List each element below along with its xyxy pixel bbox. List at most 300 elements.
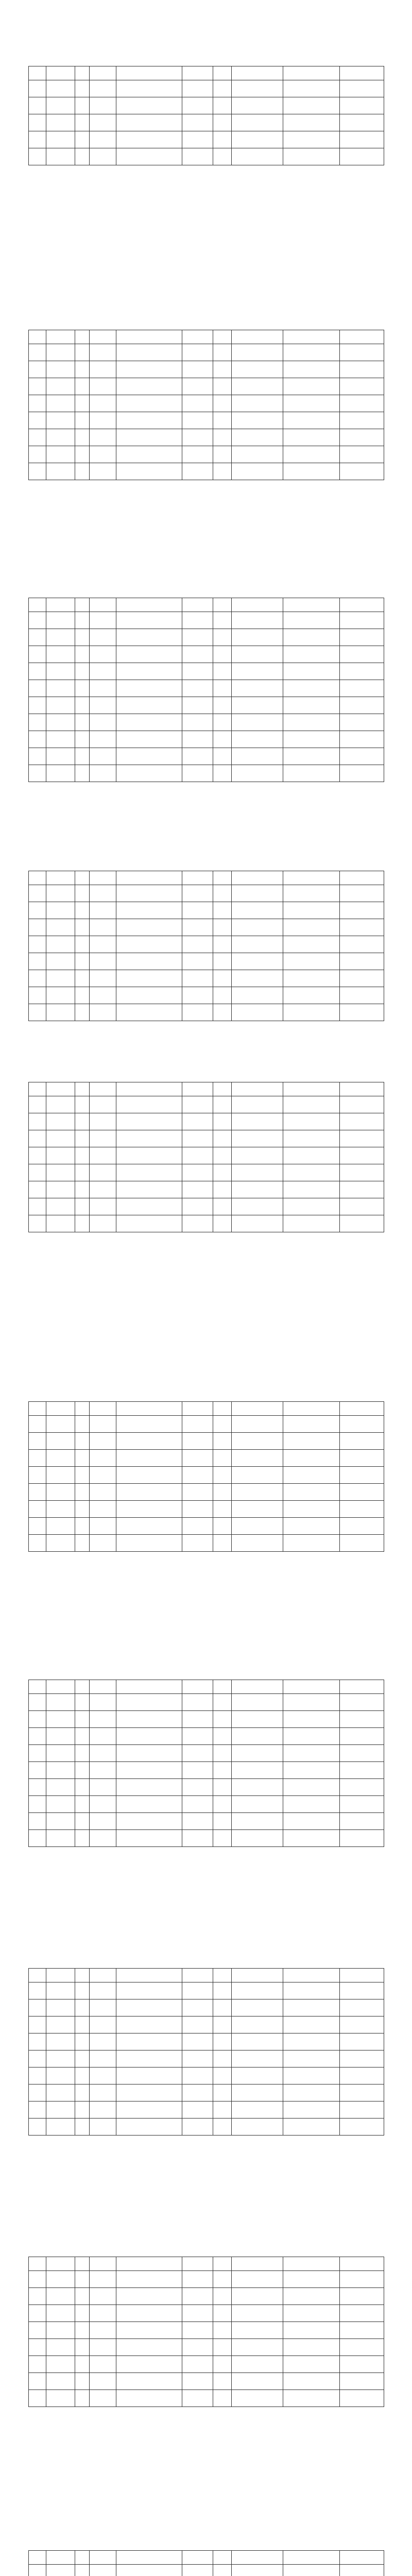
- cell-notes: [340, 131, 384, 148]
- cell-unit: [116, 1779, 182, 1796]
- cell-sex: [75, 936, 90, 953]
- cell-unit: [116, 2084, 182, 2102]
- cell-major: [232, 629, 283, 646]
- cell-recommender: [283, 953, 340, 970]
- cell-education: [213, 987, 232, 1004]
- header-row: [29, 330, 384, 344]
- header-unit: [116, 1082, 182, 1096]
- cell-no: [29, 1728, 46, 1745]
- cell-notes: [340, 1004, 384, 1021]
- cell-recommender: [283, 1113, 340, 1130]
- cell-birth: [90, 2050, 116, 2067]
- cell-recommender: [283, 148, 340, 165]
- cell-notes: [340, 1416, 384, 1433]
- table-row: [29, 395, 384, 412]
- table-row: [29, 1762, 384, 1779]
- cell-unit: [116, 2271, 182, 2288]
- cell-education: [213, 1830, 232, 1847]
- cell-birth: [90, 1198, 116, 1215]
- cell-education: [213, 395, 232, 412]
- cell-title: [182, 2050, 213, 2067]
- cell-major: [232, 361, 283, 378]
- cell-title: [182, 612, 213, 629]
- cell-major: [232, 2565, 283, 2576]
- cell-sex: [75, 1484, 90, 1501]
- cell-birth: [90, 2373, 116, 2390]
- table-row: [29, 412, 384, 429]
- cell-no: [29, 1982, 46, 1999]
- cell-unit: [116, 2356, 182, 2373]
- header-row: [29, 1082, 384, 1096]
- table-row: [29, 80, 384, 97]
- cell-major: [232, 1813, 283, 1830]
- header-education: [213, 1969, 232, 1982]
- cell-no: [29, 2084, 46, 2102]
- cell-recommender: [283, 1711, 340, 1728]
- table-row: [29, 148, 384, 165]
- header-recommender: [283, 598, 340, 612]
- cell-title: [182, 1535, 213, 1552]
- cell-sex: [75, 2356, 90, 2373]
- cell-birth: [90, 1982, 116, 1999]
- cell-title: [182, 1416, 213, 1433]
- cell-sex: [75, 2305, 90, 2322]
- cell-recommender: [283, 2016, 340, 2033]
- cell-title: [182, 1745, 213, 1762]
- cell-recommender: [283, 2339, 340, 2356]
- cell-name: [46, 1813, 75, 1830]
- roster-table: [28, 1401, 384, 1552]
- cell-sex: [75, 80, 90, 97]
- cell-notes: [340, 2102, 384, 2119]
- cell-recommender: [283, 378, 340, 395]
- cell-name: [46, 2102, 75, 2119]
- cell-title: [182, 1450, 213, 1467]
- cell-major: [232, 2067, 283, 2084]
- cell-education: [213, 1694, 232, 1711]
- cell-unit: [116, 2050, 182, 2067]
- header-recommender: [283, 1082, 340, 1096]
- cell-birth: [90, 2102, 116, 2119]
- cell-no: [29, 731, 46, 748]
- cell-no: [29, 2016, 46, 2033]
- cell-title: [182, 114, 213, 131]
- cell-recommender: [283, 1215, 340, 1232]
- cell-name: [46, 2305, 75, 2322]
- cell-unit: [116, 412, 182, 429]
- cell-unit: [116, 1450, 182, 1467]
- header-education: [213, 598, 232, 612]
- header-major: [232, 66, 283, 80]
- cell-unit: [116, 697, 182, 714]
- table-row: [29, 2033, 384, 2050]
- cell-unit: [116, 2339, 182, 2356]
- cell-major: [232, 1535, 283, 1552]
- cell-education: [213, 680, 232, 697]
- cell-name: [46, 446, 75, 463]
- cell-unit: [116, 612, 182, 629]
- cell-no: [29, 429, 46, 446]
- header-no: [29, 1969, 46, 1982]
- cell-major: [232, 2102, 283, 2119]
- cell-education: [213, 629, 232, 646]
- cell-no: [29, 1518, 46, 1535]
- cell-education: [213, 2305, 232, 2322]
- cell-major: [232, 1484, 283, 1501]
- cell-no: [29, 1830, 46, 1847]
- cell-title: [182, 2322, 213, 2339]
- cell-sex: [75, 1779, 90, 1796]
- cell-recommender: [283, 970, 340, 987]
- cell-notes: [340, 1694, 384, 1711]
- cell-major: [232, 1711, 283, 1728]
- cell-no: [29, 1711, 46, 1728]
- cell-birth: [90, 936, 116, 953]
- cell-sex: [75, 2102, 90, 2119]
- cell-education: [213, 953, 232, 970]
- header-birth: [90, 1969, 116, 1982]
- cell-major: [232, 1830, 283, 1847]
- cell-no: [29, 902, 46, 919]
- cell-education: [213, 1484, 232, 1501]
- cell-no: [29, 1164, 46, 1181]
- cell-notes: [340, 1501, 384, 1518]
- table-row: [29, 378, 384, 395]
- header-name: [46, 2257, 75, 2271]
- roster-table: [28, 1680, 384, 1847]
- cell-education: [213, 902, 232, 919]
- cell-recommender: [283, 1096, 340, 1113]
- header-birth: [90, 330, 116, 344]
- cell-title: [182, 2016, 213, 2033]
- cell-unit: [116, 885, 182, 902]
- table-row: [29, 680, 384, 697]
- header-no: [29, 871, 46, 885]
- cell-name: [46, 1004, 75, 1021]
- cell-sex: [75, 885, 90, 902]
- cell-recommender: [283, 446, 340, 463]
- header-sex: [75, 1969, 90, 1982]
- header-education: [213, 1082, 232, 1096]
- cell-title: [182, 1147, 213, 1164]
- header-sex: [75, 1680, 90, 1694]
- cell-recommender: [283, 2373, 340, 2390]
- cell-title: [182, 1813, 213, 1830]
- cell-no: [29, 1215, 46, 1232]
- cell-major: [232, 1501, 283, 1518]
- cell-title: [182, 131, 213, 148]
- cell-education: [213, 919, 232, 936]
- header-row: [29, 1402, 384, 1416]
- header-name: [46, 1969, 75, 1982]
- cell-sex: [75, 765, 90, 782]
- cell-birth: [90, 1484, 116, 1501]
- cell-recommender: [283, 765, 340, 782]
- table-row: [29, 2050, 384, 2067]
- cell-no: [29, 97, 46, 114]
- cell-sex: [75, 1096, 90, 1113]
- cell-sex: [75, 361, 90, 378]
- cell-name: [46, 2565, 75, 2576]
- cell-birth: [90, 885, 116, 902]
- cell-notes: [340, 1796, 384, 1813]
- cell-title: [182, 663, 213, 680]
- cell-unit: [116, 1762, 182, 1779]
- cell-education: [213, 429, 232, 446]
- header-sex: [75, 1082, 90, 1096]
- header-name: [46, 66, 75, 80]
- cell-sex: [75, 714, 90, 731]
- cell-recommender: [283, 629, 340, 646]
- cell-notes: [340, 2119, 384, 2136]
- cell-name: [46, 1711, 75, 1728]
- cell-notes: [340, 80, 384, 97]
- cell-notes: [340, 936, 384, 953]
- cell-birth: [90, 1215, 116, 1232]
- cell-education: [213, 936, 232, 953]
- cell-title: [182, 2033, 213, 2050]
- cell-notes: [340, 2373, 384, 2390]
- cell-title: [182, 697, 213, 714]
- cell-name: [46, 1467, 75, 1484]
- cell-no: [29, 714, 46, 731]
- cell-name: [46, 114, 75, 131]
- cell-no: [29, 2390, 46, 2407]
- roster-table: [28, 871, 384, 1021]
- table-row: [29, 1813, 384, 1830]
- cell-name: [46, 2119, 75, 2136]
- cell-title: [182, 1484, 213, 1501]
- cell-education: [213, 463, 232, 480]
- cell-unit: [116, 629, 182, 646]
- table-row: [29, 2067, 384, 2084]
- cell-recommender: [283, 2067, 340, 2084]
- cell-name: [46, 131, 75, 148]
- cell-no: [29, 885, 46, 902]
- cell-notes: [340, 2033, 384, 2050]
- cell-no: [29, 1535, 46, 1552]
- cell-sex: [75, 1813, 90, 1830]
- header-title: [182, 1402, 213, 1416]
- header-title: [182, 1969, 213, 1982]
- cell-recommender: [283, 748, 340, 765]
- cell-notes: [340, 680, 384, 697]
- cell-sex: [75, 429, 90, 446]
- cell-sex: [75, 646, 90, 663]
- header-no: [29, 66, 46, 80]
- cell-sex: [75, 2339, 90, 2356]
- table-row: [29, 2373, 384, 2390]
- cell-no: [29, 1113, 46, 1130]
- table-row: [29, 714, 384, 731]
- cell-recommender: [283, 429, 340, 446]
- cell-sex: [75, 1433, 90, 1450]
- cell-no: [29, 2305, 46, 2322]
- cell-sex: [75, 1198, 90, 1215]
- cell-recommender: [283, 1147, 340, 1164]
- cell-education: [213, 2356, 232, 2373]
- cell-sex: [75, 148, 90, 165]
- cell-major: [232, 429, 283, 446]
- cell-sex: [75, 2565, 90, 2576]
- cell-education: [213, 1181, 232, 1198]
- cell-name: [46, 2322, 75, 2339]
- cell-title: [182, 1130, 213, 1147]
- header-row: [29, 66, 384, 80]
- cell-no: [29, 663, 46, 680]
- cell-major: [232, 1796, 283, 1813]
- cell-education: [213, 1096, 232, 1113]
- table-row: [29, 1999, 384, 2016]
- cell-major: [232, 2390, 283, 2407]
- cell-no: [29, 697, 46, 714]
- cell-major: [232, 344, 283, 361]
- cell-name: [46, 714, 75, 731]
- cell-no: [29, 1181, 46, 1198]
- cell-major: [232, 395, 283, 412]
- cell-birth: [90, 97, 116, 114]
- cell-sex: [75, 131, 90, 148]
- table-row: [29, 1484, 384, 1501]
- header-sex: [75, 330, 90, 344]
- table-row: [29, 765, 384, 782]
- cell-no: [29, 148, 46, 165]
- cell-major: [232, 1518, 283, 1535]
- table-row: [29, 114, 384, 131]
- cell-notes: [340, 987, 384, 1004]
- header-row: [29, 1969, 384, 1982]
- cell-title: [182, 936, 213, 953]
- cell-unit: [116, 680, 182, 697]
- cell-sex: [75, 2288, 90, 2305]
- cell-birth: [90, 446, 116, 463]
- header-birth: [90, 2257, 116, 2271]
- cell-no: [29, 1999, 46, 2016]
- cell-sex: [75, 953, 90, 970]
- cell-birth: [90, 731, 116, 748]
- header-birth: [90, 1082, 116, 1096]
- cell-birth: [90, 2016, 116, 2033]
- cell-major: [232, 2271, 283, 2288]
- cell-name: [46, 2067, 75, 2084]
- cell-birth: [90, 970, 116, 987]
- cell-name: [46, 1779, 75, 1796]
- cell-name: [46, 1796, 75, 1813]
- header-notes: [340, 2551, 384, 2565]
- cell-major: [232, 1450, 283, 1467]
- cell-sex: [75, 697, 90, 714]
- cell-birth: [90, 629, 116, 646]
- cell-sex: [75, 1535, 90, 1552]
- cell-education: [213, 1999, 232, 2016]
- table-row: [29, 1416, 384, 1433]
- cell-notes: [340, 902, 384, 919]
- cell-no: [29, 2339, 46, 2356]
- cell-recommender: [283, 646, 340, 663]
- cell-education: [213, 1130, 232, 1147]
- cell-major: [232, 1181, 283, 1198]
- cell-birth: [90, 1501, 116, 1518]
- cell-name: [46, 97, 75, 114]
- cell-major: [232, 1728, 283, 1745]
- cell-sex: [75, 1518, 90, 1535]
- cell-name: [46, 1416, 75, 1433]
- cell-sex: [75, 1711, 90, 1728]
- cell-title: [182, 1796, 213, 1813]
- cell-unit: [116, 2373, 182, 2390]
- cell-notes: [340, 1813, 384, 1830]
- cell-notes: [340, 1147, 384, 1164]
- cell-no: [29, 2322, 46, 2339]
- cell-name: [46, 936, 75, 953]
- cell-education: [213, 446, 232, 463]
- cell-birth: [90, 1999, 116, 2016]
- cell-recommender: [283, 2305, 340, 2322]
- cell-notes: [340, 1484, 384, 1501]
- cell-title: [182, 987, 213, 1004]
- cell-unit: [116, 1830, 182, 1847]
- header-sex: [75, 1402, 90, 1416]
- cell-education: [213, 1762, 232, 1779]
- table-row: [29, 1779, 384, 1796]
- cell-birth: [90, 361, 116, 378]
- cell-notes: [340, 1450, 384, 1467]
- cell-unit: [116, 1181, 182, 1198]
- cell-birth: [90, 646, 116, 663]
- cell-title: [182, 1215, 213, 1232]
- cell-no: [29, 1813, 46, 1830]
- cell-recommender: [283, 714, 340, 731]
- cell-sex: [75, 919, 90, 936]
- header-name: [46, 2551, 75, 2565]
- cell-name: [46, 378, 75, 395]
- cell-recommender: [283, 1813, 340, 1830]
- cell-education: [213, 412, 232, 429]
- cell-name: [46, 1982, 75, 1999]
- cell-birth: [90, 1535, 116, 1552]
- table-row: [29, 1004, 384, 1021]
- cell-name: [46, 2288, 75, 2305]
- cell-recommender: [283, 2084, 340, 2102]
- cell-sex: [75, 344, 90, 361]
- cell-sex: [75, 1130, 90, 1147]
- cell-recommender: [283, 2102, 340, 2119]
- header-title: [182, 2257, 213, 2271]
- cell-education: [213, 1711, 232, 1728]
- cell-birth: [90, 1450, 116, 1467]
- cell-no: [29, 1779, 46, 1796]
- cell-title: [182, 2356, 213, 2373]
- cell-birth: [90, 663, 116, 680]
- cell-recommender: [283, 1467, 340, 1484]
- cell-birth: [90, 2288, 116, 2305]
- table-row: [29, 731, 384, 748]
- cell-name: [46, 148, 75, 165]
- header-no: [29, 1082, 46, 1096]
- table-row: [29, 429, 384, 446]
- cell-unit: [116, 2322, 182, 2339]
- table-row: [29, 2322, 384, 2339]
- cell-no: [29, 344, 46, 361]
- cell-education: [213, 1745, 232, 1762]
- cell-no: [29, 1467, 46, 1484]
- header-unit: [116, 1680, 182, 1694]
- header-no: [29, 2551, 46, 2565]
- cell-recommender: [283, 987, 340, 1004]
- cell-birth: [90, 765, 116, 782]
- cell-notes: [340, 953, 384, 970]
- cell-birth: [90, 1796, 116, 1813]
